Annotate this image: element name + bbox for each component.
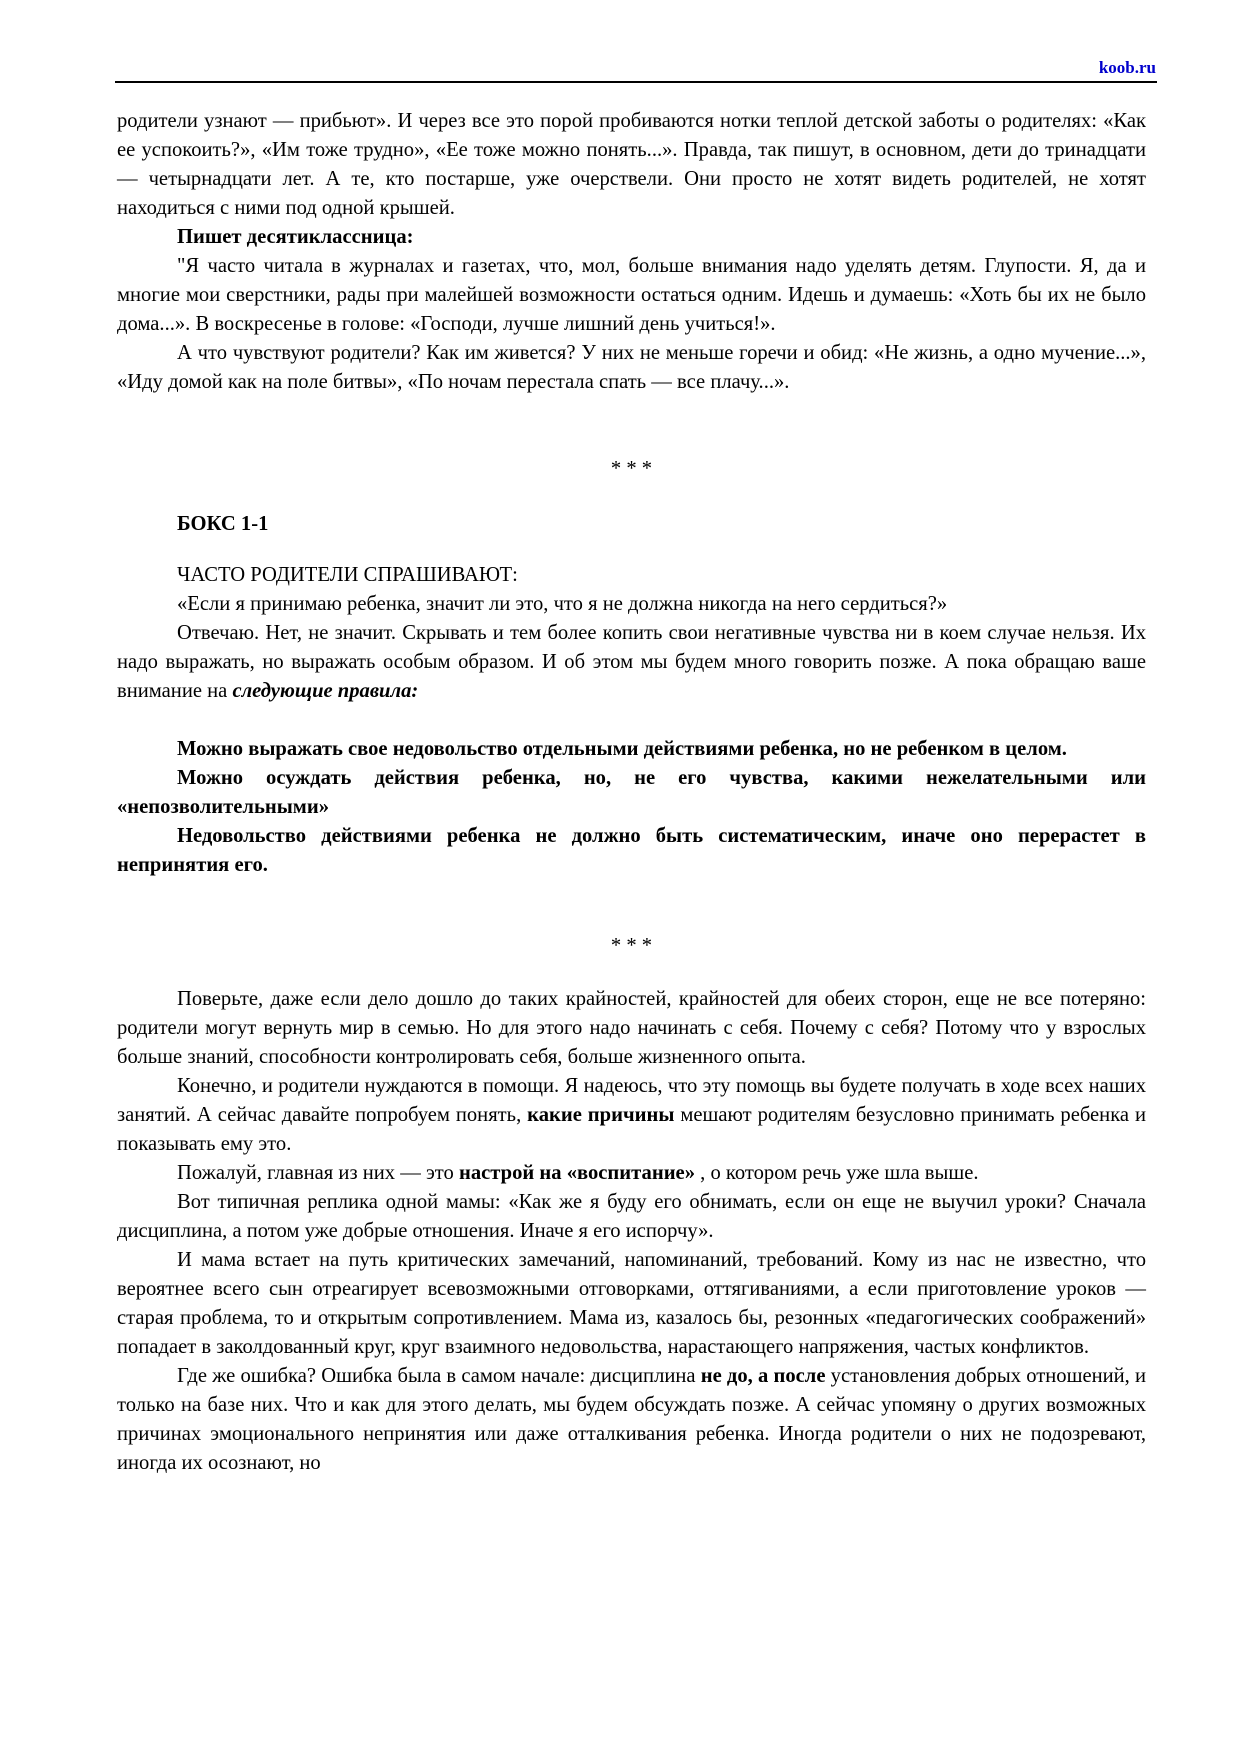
page-body (117, 107, 1146, 1478)
rule-3: Недовольство действиями ребенка не должно быть систематическим, иначе оно перерастет в непринятия его. (117, 825, 1146, 876)
paragraph-quote: "Я часто читала в журналах и газетах, что, мол, больше внимания надо уделять детям. Глупости. Я, да и многие мои сверстники, рады при малейшей возможности остаться одним. Идешь и думаешь: «Хоть бы их не было дома...». В воскресенье в голове: «Господи, лучше лишний день учиться!». (117, 255, 1146, 335)
paragraph-mistake (117, 1362, 1146, 1478)
box-answer-emphasis: следующие правила: (232, 680, 419, 702)
section-separator-1: * * * (610, 458, 653, 480)
paragraph-criticism: И мама встает на путь критических замечаний, напоминаний, требований. Кому из нас не известно, что вероятнее всего сын отреагирует всевозможными отговорками, оттягиваниями, а если приготовление уроков — старая проблема, то и открытым сопротивлением. Мама из, казалось бы, резонных «педагогических соображений» попадает в заколдованный круг, круг взаимного недовольства, нарастающего напряжения, частых конфликтов. (117, 1249, 1146, 1358)
header-divider (115, 81, 1157, 83)
site-link[interactable]: koob.ru (1098, 58, 1156, 77)
box-answer (117, 619, 1146, 706)
spacer (117, 484, 1146, 510)
box-subtitle: ЧАСТО РОДИТЕЛИ СПРАШИВАЮТ: (177, 564, 518, 586)
emphasis: какие причины (527, 1104, 675, 1126)
paragraph-parents-feelings: А что чувствуют родители? Как им живется? У них не меньше горечи и обид: «Не жизнь, а одно мучение...», «Иду домой как на поле битвы», «По ночам перестала спать — все плачу...». (117, 342, 1146, 393)
text: , о котором речь уже шла выше. (695, 1162, 979, 1184)
emphasis: настрой на «воспитание» (458, 1162, 695, 1184)
section-separator-2: * * * (610, 935, 653, 957)
paragraph-mom-quote: Вот типичная реплика одной мамы: «Как же я буду его обнимать, если он еще не выучил уроки? Сначала дисциплина, а потом уже добрые отношения. Иначе я его испорчу». (117, 1191, 1146, 1242)
spacer (117, 880, 1146, 932)
spacer (117, 397, 1146, 455)
spacer (117, 706, 1146, 735)
text: Где же ошибка? Ошибка была в самом начале: дисциплина (177, 1365, 701, 1387)
quote-heading: Пишет десятиклассница: (177, 226, 414, 248)
paragraph-believe: Поверьте, даже если дело дошло до таких крайностей, крайностей для обеих сторон, еще не все потеряно: родители могут вернуть мир в семью. Но для этого надо начинать с себя. Почему с себя? Потому что у взрослых больше знаний, способности контролировать себя, больше жизненного опыта. (117, 988, 1146, 1068)
text: Конечно, и родители нуждаются в помощи. Я надеюсь, что эту помощь вы будете получать в ходе всех наших занятий. А сейчас давайте попробуем понять, (117, 1075, 1146, 1126)
spacer (117, 961, 1146, 985)
rule-2: Можно осуждать действия ребенка, но, не его чувства, какими нежелательными или «непозволительными» (117, 767, 1146, 818)
box-question: «Если я принимаю ребенка, значит ли это, что я не должна никогда на него сердиться?» (177, 593, 948, 615)
rule-1: Можно выражать свое недовольство отдельными действиями ребенка, но не ребенком в целом. (177, 738, 1067, 760)
paragraph-main-reason (117, 1159, 1146, 1188)
box-title: БОКС 1-1 (177, 513, 269, 535)
emphasis: не до, а после (700, 1365, 826, 1387)
text: Пожалуй, главная из них — это (177, 1162, 459, 1184)
box-answer-text: Отвечаю. Нет, не значит. Скрывать и тем более копить свои негативные чувства ни в коем случае нельзя. Их надо выражать, но выражать особым образом. И об этом мы будем много говорить позже. А пока обращаю ваше внимание на (117, 622, 1146, 702)
paragraph-1: родители узнают — прибьют». И через все это порой пробиваются нотки теплой детской заботы о родителях: «Как ее успокоить?», «Им тоже трудно», «Ее тоже можно понять...». Правда, так пишут, в основном, дети до тринадцати — четырнадцати лет. А те, кто постарше, уже очерствели. Они просто не хотят видеть родителей, не хотят находиться с ними под одной крышей. (117, 110, 1146, 219)
paragraph-help (117, 1072, 1146, 1159)
text: установления добрых отношений, и только на базе них. Что и как для этого делать, мы будем обсуждать позже. А сейчас упомяну о других возможных причинах эмоционального непринятия или даже отталкивания ребенка. Иногда родители о них не подозревают, иногда их осознают, но (117, 1365, 1147, 1474)
spacer (117, 539, 1146, 561)
text: мешают родителям безусловно принимать ребенка и показывать ему это. (117, 1104, 1146, 1155)
